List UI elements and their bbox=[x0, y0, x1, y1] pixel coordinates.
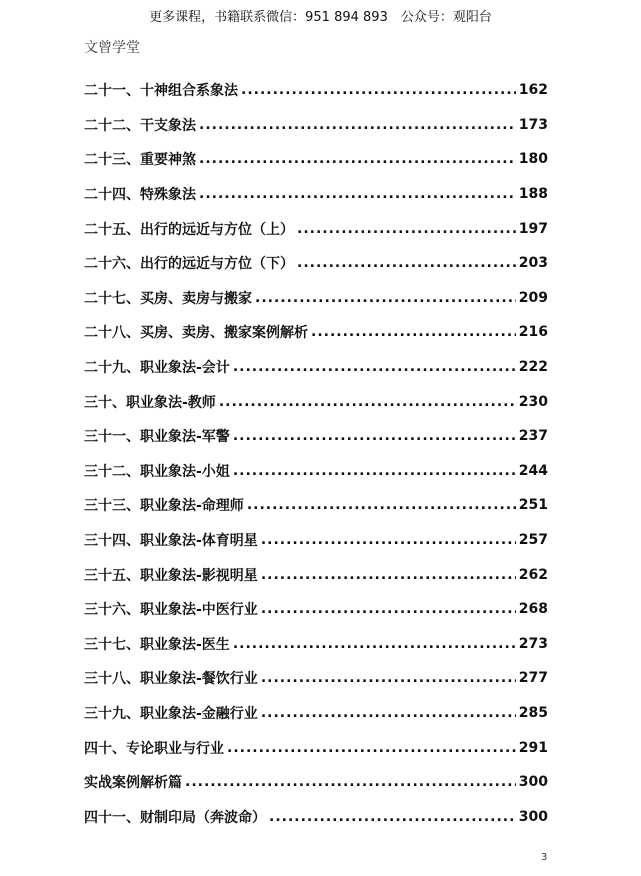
toc-entry-page: 237 bbox=[518, 428, 548, 445]
toc-entry-title: 三十二、职业象法-小姐 bbox=[84, 463, 230, 480]
toc-entry-title: 二十八、买房、卖房、搬家案例解析 bbox=[84, 325, 308, 342]
toc-entry-page: 262 bbox=[518, 566, 548, 583]
running-head: 文曾学堂 bbox=[84, 40, 140, 56]
toc-entry-title: 四十、专论职业与行业 bbox=[84, 740, 224, 757]
toc-entry-title: 三十七、职业象法-医生 bbox=[84, 636, 230, 653]
toc-entry-page: 273 bbox=[518, 635, 548, 652]
toc-dot-leader bbox=[261, 567, 516, 583]
toc-entry-title: 三十三、职业象法-命理师 bbox=[84, 498, 244, 515]
toc-entry-title: 三十六、职业象法-中医行业 bbox=[84, 602, 258, 619]
page-header-contact: 更多课程，书籍联系微信：951 894 893 公众号：观阳台 bbox=[149, 10, 492, 25]
toc-entry-title: 三十、职业象法-教师 bbox=[84, 394, 216, 411]
toc-entry-page: 300 bbox=[518, 808, 548, 825]
toc-entry[interactable] bbox=[84, 696, 548, 731]
toc-entry-page: 222 bbox=[518, 359, 548, 376]
toc-entry-page: 251 bbox=[518, 497, 548, 514]
toc-dot-leader bbox=[261, 601, 516, 617]
toc-entry-title: 二十二、干支象法 bbox=[84, 117, 196, 134]
toc-entry-title: 三十九、职业象法-金融行业 bbox=[84, 705, 258, 722]
toc-dot-leader bbox=[297, 221, 516, 237]
toc-entry-title: 二十一、十神组合系象法 bbox=[84, 83, 238, 100]
toc-entry-page: 203 bbox=[518, 255, 548, 272]
toc-entry-title: 二十七、买房、卖房与搬家 bbox=[84, 290, 252, 307]
toc-dot-leader bbox=[241, 82, 516, 98]
toc-dot-leader bbox=[227, 740, 516, 756]
toc-dot-leader bbox=[233, 428, 516, 444]
toc-entry[interactable] bbox=[84, 211, 548, 246]
toc-entry[interactable] bbox=[84, 108, 548, 143]
toc-entry[interactable] bbox=[84, 765, 548, 800]
page-number: 3 bbox=[541, 852, 548, 863]
toc-entry-title: 实战案例解析篇 bbox=[84, 775, 182, 792]
toc-entry[interactable] bbox=[84, 730, 548, 765]
toc-entry[interactable] bbox=[84, 246, 548, 281]
toc-entry-page: 291 bbox=[518, 739, 548, 756]
toc-entry[interactable] bbox=[84, 454, 548, 489]
toc-entry-page: 230 bbox=[518, 393, 548, 410]
toc-dot-leader bbox=[297, 255, 516, 271]
toc-dot-leader bbox=[233, 359, 516, 375]
toc-entry-title: 二十九、职业象法-会计 bbox=[84, 360, 230, 377]
toc-entry[interactable] bbox=[84, 557, 548, 592]
toc-dot-leader bbox=[261, 670, 516, 686]
toc-entry[interactable] bbox=[84, 419, 548, 454]
toc-entry-title: 四十一、财制印局（奔波命） bbox=[84, 809, 266, 826]
toc-entry-title: 三十五、职业象法-影视明星 bbox=[84, 567, 258, 584]
toc-entry[interactable] bbox=[84, 177, 548, 212]
toc-entry-page: 209 bbox=[518, 289, 548, 306]
toc-entry[interactable] bbox=[84, 350, 548, 385]
toc-dot-leader bbox=[199, 151, 516, 167]
table-of-contents bbox=[84, 73, 548, 834]
toc-dot-leader bbox=[233, 636, 516, 652]
toc-entry-page: 180 bbox=[518, 151, 548, 168]
toc-entry-page: 257 bbox=[518, 532, 548, 549]
toc-entry[interactable] bbox=[84, 384, 548, 419]
toc-entry-page: 285 bbox=[518, 704, 548, 721]
toc-dot-leader bbox=[199, 186, 516, 202]
toc-entry[interactable] bbox=[84, 592, 548, 627]
toc-dot-leader bbox=[269, 809, 516, 825]
toc-entry-page: 268 bbox=[518, 601, 548, 618]
toc-dot-leader bbox=[199, 117, 516, 133]
toc-entry-page: 197 bbox=[518, 220, 548, 237]
toc-dot-leader bbox=[219, 394, 516, 410]
toc-entry[interactable] bbox=[84, 73, 548, 108]
toc-entry-page: 173 bbox=[518, 116, 548, 133]
toc-entry-page: 188 bbox=[518, 186, 548, 203]
toc-entry[interactable] bbox=[84, 488, 548, 523]
toc-dot-leader bbox=[311, 324, 516, 340]
toc-entry[interactable] bbox=[84, 281, 548, 316]
toc-entry-page: 216 bbox=[518, 324, 548, 341]
toc-dot-leader bbox=[261, 705, 516, 721]
toc-entry[interactable] bbox=[84, 142, 548, 177]
toc-dot-leader bbox=[233, 463, 516, 479]
toc-dot-leader bbox=[185, 774, 516, 790]
toc-entry-page: 162 bbox=[518, 82, 548, 99]
toc-entry[interactable] bbox=[84, 799, 548, 834]
toc-entry-title: 三十八、职业象法-餐饮行业 bbox=[84, 671, 258, 688]
toc-dot-leader bbox=[255, 290, 516, 306]
toc-entry-title: 三十四、职业象法-体育明星 bbox=[84, 533, 258, 550]
toc-dot-leader bbox=[261, 532, 516, 548]
toc-entry[interactable] bbox=[84, 523, 548, 558]
toc-entry-title: 二十五、出行的远近与方位（上） bbox=[84, 221, 294, 238]
toc-entry-title: 二十六、出行的远近与方位（下） bbox=[84, 256, 294, 273]
toc-entry[interactable] bbox=[84, 315, 548, 350]
toc-entry[interactable] bbox=[84, 661, 548, 696]
toc-entry-title: 二十四、特殊象法 bbox=[84, 187, 196, 204]
toc-entry[interactable] bbox=[84, 627, 548, 662]
toc-entry-title: 三十一、职业象法-军警 bbox=[84, 429, 230, 446]
toc-entry-title: 二十三、重要神煞 bbox=[84, 152, 196, 169]
toc-entry-page: 300 bbox=[518, 774, 548, 791]
toc-dot-leader bbox=[247, 497, 516, 513]
toc-entry-page: 244 bbox=[518, 462, 548, 479]
toc-entry-page: 277 bbox=[518, 670, 548, 687]
